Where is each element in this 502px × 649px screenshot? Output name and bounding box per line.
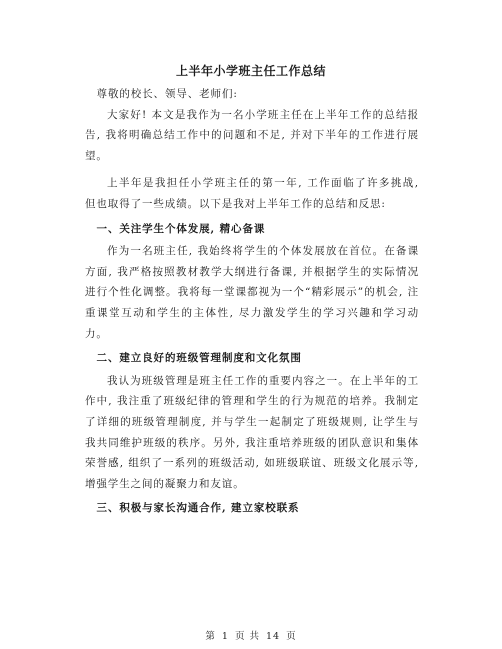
section2-heading: 二、建立良好的班级管理制度和文化氛围 — [96, 352, 302, 365]
document-title: 上半年小学班主任工作总结 — [175, 64, 326, 78]
salutation: 尊敬的校长、领导、老师们: — [96, 88, 238, 100]
overview-paragraph: 上半年是我担任小学班主任的第一年, 工作面临了许多挑战, 但也取得了一些成绩。以下是我对上半年工作的总结和反思: — [85, 177, 419, 210]
section3-heading: 三、积极与家长沟通合作, 建立家校联系 — [96, 502, 300, 515]
page-footer — [0, 628, 502, 642]
section2-paragraph: 我认为班级管理是班主任工作的重要内容之一。在上半年的工作中, 我注重了班级纪律的管理和学生的行为规范的培养。我制定了详细的班级管理制度, 并与学生一起制定了班级规则, 让学生与我共同维护班级的秩序。另外, 我注重培养班级的团队意识和集体荣誉感, 组织了一系列的班级活动, 如班级联谊、班级文化展示等, 增强学生之间的凝聚力和友谊。 — [85, 374, 419, 490]
footer-middle: 页 共 — [234, 631, 260, 642]
intro-paragraph: 大家好! 本文是我作为一名小学班主任在上半年工作的总结报告, 我将明确总结工作中的问题和不足, 并对下半年的工作进行展望。 — [85, 108, 419, 162]
section1-paragraph: 作为一名班主任, 我始终将学生的个体发展放在首位。在备课方面, 我严格按照教材教学大纲进行备课, 并根据学生的实际情况进行个性化调整。我将每一堂课都视为一个“精彩展示”的机会, 注重课堂互动和学生的主体性, 尽力激发学生的学习兴趣和学习动力。 — [85, 245, 419, 340]
footer-prefix: 第 — [205, 631, 216, 642]
footer-current-page: 1 — [221, 631, 229, 642]
footer-total-pages: 14 — [265, 631, 281, 642]
section1-heading: 一、关注学生个体发展, 精心备课 — [96, 222, 266, 235]
document-body — [85, 84, 419, 521]
footer-suffix: 页 — [286, 631, 297, 642]
